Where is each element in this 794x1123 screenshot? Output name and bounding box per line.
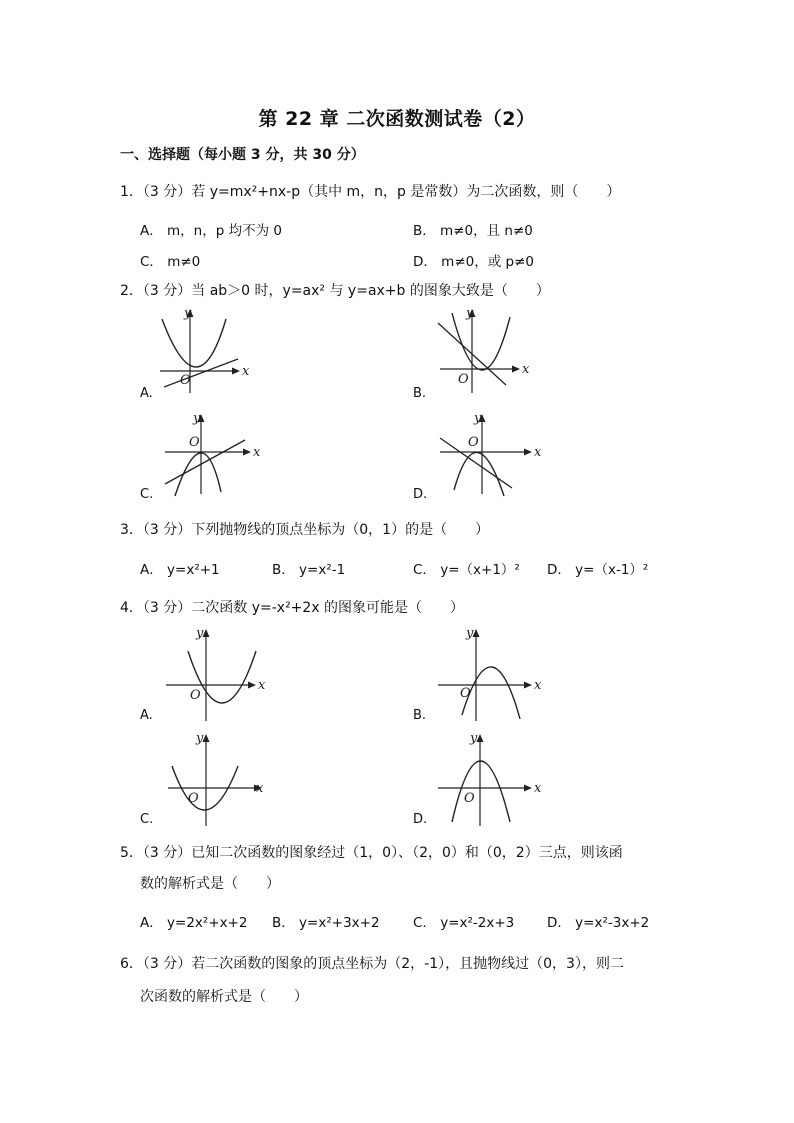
x-axis-label: x	[534, 445, 542, 460]
q2-graph-a	[150, 305, 260, 395]
origin-label: O	[180, 373, 191, 388]
origin-label: O	[464, 791, 475, 806]
y-axis-label: y	[184, 306, 192, 321]
question-3-option-b: B． y=x²-1	[272, 562, 346, 578]
q4-graph-c-label: C.	[140, 812, 154, 827]
question-1-option-c: C． m≠0	[140, 254, 201, 270]
q4-graph-a	[158, 623, 278, 723]
origin-label: O	[190, 688, 201, 703]
origin-label: O	[188, 791, 199, 806]
origin-label: O	[468, 435, 479, 450]
x-axis-label: x	[534, 781, 542, 796]
question-1-stem: 1．（3 分）若 y=mx²+nx-p（其中 m，n，p 是常数）为二次函数，则（ ）	[120, 184, 621, 200]
y-axis-label: y	[196, 626, 204, 641]
q4-graph-a-label: A.	[140, 708, 153, 723]
y-axis-label: y	[466, 306, 474, 321]
question-1-option-d: D． m≠0，或 p≠0	[413, 254, 534, 270]
q2-graph-b-label: B.	[413, 386, 427, 401]
question-6-stem-line2: 次函数的解析式是（ ）	[140, 989, 308, 1005]
q4-graph-b	[430, 623, 550, 723]
question-3-option-c: C． y=（x+1）²	[413, 562, 520, 578]
question-6-stem-line1: 6．（3 分）若二次函数的图象的顶点坐标为（2，-1），且抛物线过（0，3），则二	[120, 956, 624, 972]
x-axis-label: x	[253, 445, 261, 460]
q2-graph-c-label: C.	[140, 487, 154, 502]
y-axis-label: y	[470, 731, 478, 746]
y-axis-label: y	[466, 626, 474, 641]
question-5-option-d: D． y=x²-3x+2	[547, 915, 650, 931]
y-axis-label: y	[193, 411, 201, 426]
question-1-option-a: A． m，n，p 均不为 0	[140, 223, 282, 239]
question-2-stem: 2．（3 分）当 ab＞0 时，y=ax² 与 y=ax+b 的图象大致是（ ）	[120, 283, 550, 299]
question-4-stem: 4．（3 分）二次函数 y=-x²+2x 的图象可能是（ ）	[120, 600, 465, 616]
question-5-option-c: C． y=x²-2x+3	[413, 915, 515, 931]
q4-graph-c	[158, 728, 278, 828]
question-5-stem-line2: 数的解析式是（ ）	[140, 876, 280, 892]
question-5-option-b: B． y=x²+3x+2	[272, 915, 380, 931]
question-3-stem: 3．（3 分）下列抛物线的顶点坐标为（0，1）的是（ ）	[120, 522, 490, 538]
y-axis-label: y	[474, 411, 482, 426]
q2-graph-c	[155, 410, 265, 500]
question-5-option-a: A． y=2x²+x+2	[140, 915, 248, 931]
page-title: 第 22 章 二次函数测试卷（2）	[258, 108, 536, 130]
x-axis-label: x	[256, 781, 264, 796]
q2-graph-b	[430, 305, 540, 395]
q2-graph-a-label: A.	[140, 386, 153, 401]
x-axis-label: x	[522, 362, 530, 377]
q2-graph-d	[430, 410, 550, 500]
x-axis-label: x	[534, 678, 542, 693]
question-3-option-a: A． y=x²+1	[140, 562, 220, 578]
question-1-option-b: B． m≠0，且 n≠0	[413, 223, 533, 239]
y-axis-label: y	[196, 731, 204, 746]
question-3-option-d: D． y=（x-1）²	[547, 562, 649, 578]
origin-label: O	[458, 372, 469, 387]
q4-graph-d	[430, 728, 550, 828]
origin-label: O	[460, 686, 471, 701]
q4-graph-b-label: B.	[413, 708, 427, 723]
origin-label: O	[189, 435, 200, 450]
x-axis-label: x	[242, 364, 250, 379]
q2-graph-d-label: D.	[413, 487, 428, 502]
section-heading: 一、选择题（每小题 3 分，共 30 分）	[120, 147, 365, 163]
question-5-stem-line1: 5．（3 分）已知二次函数的图象经过（1，0）、（2，0）和（0，2）三点，则该函	[120, 845, 623, 861]
q4-graph-d-label: D.	[413, 812, 428, 827]
x-axis-label: x	[258, 678, 266, 693]
